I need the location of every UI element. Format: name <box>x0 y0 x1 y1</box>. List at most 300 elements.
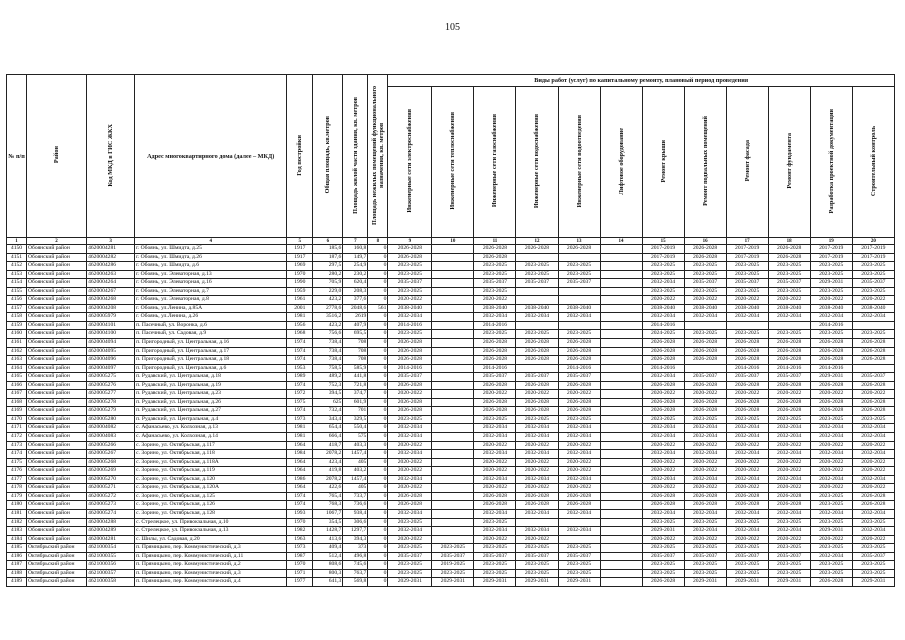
cell-work-8: 2023-2025 <box>684 518 726 527</box>
cell-work-11: 2023-2025 <box>810 561 852 570</box>
cell-work-11: 2026-2028 <box>810 381 852 390</box>
cell-year: 1959 <box>287 287 313 296</box>
column-number: 11 <box>474 238 516 245</box>
cell-work-8: 2026-2028 <box>684 381 726 390</box>
cell-work-3: 2026-2028 <box>474 381 516 390</box>
cell-work-7: 2023-2025 <box>642 518 684 527</box>
cell-work-1: 2014-2016 <box>388 364 432 373</box>
cell-row-num: 4169 <box>7 407 27 416</box>
cell-address: с. Стрелецкое, ул. Привокзальная, д.13 <box>135 527 287 536</box>
cell-work-8: 2026-2028 <box>684 492 726 501</box>
cell-work-11: 2032-2034 <box>810 313 852 322</box>
cell-row-num: 4188 <box>7 569 27 578</box>
cell-premises-area: 0 <box>368 561 388 570</box>
table-row <box>7 398 895 407</box>
cell-work-10: 2023-2025 <box>768 561 810 570</box>
cell-work-12: 2023-2025 <box>852 544 894 553</box>
cell-premises-area: 0 <box>368 381 388 390</box>
cell-row-num: 4175 <box>7 458 27 467</box>
cell-work-7: 2032-2034 <box>642 433 684 442</box>
cell-work-1: 2020-2022 <box>388 535 432 544</box>
cell-work-3: 2032-2034 <box>474 475 516 484</box>
cell-work-8: 2026-2028 <box>684 253 726 262</box>
cell-district: Обоянский район <box>27 270 87 279</box>
cell-work-10: 2032-2034 <box>768 527 810 536</box>
column-numbers-row <box>7 238 895 245</box>
cell-work-8: 2032-2034 <box>684 433 726 442</box>
cell-living-area: 306,6 <box>343 518 368 527</box>
cell-work-1: 2020-2022 <box>388 467 432 476</box>
cell-premises-area: 0 <box>368 509 388 518</box>
cell-total-area: 1428,7 <box>313 527 343 536</box>
cell-work-5: 2029-2031 <box>558 578 600 587</box>
cell-work-8: 2020-2022 <box>684 484 726 493</box>
cell-premises-area: 0 <box>368 245 388 254</box>
cell-gis-code: 4620004268 <box>87 296 135 305</box>
cell-work-8: 2032-2034 <box>684 509 726 518</box>
cell-work-12: 2026-2028 <box>852 492 894 501</box>
cell-gis-code: 4620004097 <box>87 364 135 373</box>
cell-work-4: 2026-2028 <box>516 407 558 416</box>
cell-work-1: 2026-2028 <box>388 347 432 356</box>
cell-work-4: 2020-2022 <box>516 484 558 493</box>
cell-district: Обоянский район <box>27 535 87 544</box>
cell-work-3: 2035-2037 <box>474 279 516 288</box>
cell-work-6 <box>600 270 642 279</box>
cell-work-7: 2023-2025 <box>642 561 684 570</box>
cell-year: 1986 <box>287 475 313 484</box>
cell-work-3: 2020-2022 <box>474 484 516 493</box>
cell-work-9: 2020-2022 <box>726 535 768 544</box>
cell-work-9: 2026-2028 <box>726 339 768 348</box>
cell-total-area: 2078,2 <box>313 475 343 484</box>
cell-total-area: 2778,6 <box>313 304 343 313</box>
cell-living-area: 407,9 <box>343 321 368 330</box>
cell-work-2 <box>432 339 474 348</box>
cell-work-6 <box>600 373 642 382</box>
cell-work-7: 2023-2025 <box>642 262 684 271</box>
cell-work-6 <box>600 347 642 356</box>
column-number: 4 <box>135 238 287 245</box>
cell-work-8: 2023-2025 <box>684 415 726 424</box>
cell-work-10: 2032-2034 <box>768 509 810 518</box>
cell-address: с. Зорино, ул. Октябрьская, д.118 <box>135 450 287 459</box>
cell-total-area: 641,3 <box>313 578 343 587</box>
cell-living-area: 496,8 <box>343 552 368 561</box>
cell-work-2 <box>432 253 474 262</box>
cell-premises-area: 0 <box>368 433 388 442</box>
cell-work-7: 2020-2022 <box>642 484 684 493</box>
cell-row-num: 4161 <box>7 339 27 348</box>
cell-work-6 <box>600 356 642 365</box>
cell-work-6 <box>600 364 642 373</box>
cell-work-12: 2032-2034 <box>852 475 894 484</box>
table-row <box>7 424 895 433</box>
table-row <box>7 561 895 570</box>
cell-gis-code: 4620004281 <box>87 535 135 544</box>
cell-work-2 <box>432 279 474 288</box>
cell-work-9: 2023-2025 <box>726 569 768 578</box>
cell-premises-area: 0 <box>368 569 388 578</box>
header-year: Год постройки <box>287 75 313 238</box>
cell-year: 1973 <box>287 544 313 553</box>
cell-work-9: 2020-2022 <box>726 390 768 399</box>
cell-work-9: 2035-2037 <box>726 552 768 561</box>
cell-work-8: 2035-2037 <box>684 279 726 288</box>
cell-premises-area: 0 <box>368 458 388 467</box>
header-work-12: Строительный контроль <box>852 87 894 238</box>
cell-gis-code: 4620005270 <box>87 475 135 484</box>
cell-work-4: 2023-2025 <box>516 270 558 279</box>
cell-total-area: 2078,2 <box>313 450 343 459</box>
cell-work-9: 2026-2028 <box>726 501 768 510</box>
cell-work-4: 2026-2028 <box>516 381 558 390</box>
cell-work-7: 2023-2025 <box>642 287 684 296</box>
cell-work-4: 2026-2028 <box>516 501 558 510</box>
cell-year: 1974 <box>287 381 313 390</box>
cell-work-7: 2023-2025 <box>642 544 684 553</box>
cell-work-9: 2035-2037 <box>726 279 768 288</box>
cell-work-2: 2035-2037 <box>432 552 474 561</box>
cell-work-9: 2017-2019 <box>726 253 768 262</box>
cell-row-num: 4173 <box>7 441 27 450</box>
cell-gis-code: 4620005277 <box>87 390 135 399</box>
cell-work-7: 2017-2019 <box>642 253 684 262</box>
cell-work-6 <box>600 518 642 527</box>
header-work-5: Инженерные сети водоотведения <box>558 87 600 238</box>
cell-address: п. Рудавский, ул. Центральная, д.18 <box>135 373 287 382</box>
cell-work-1: 2023-2025 <box>388 262 432 271</box>
cell-work-2 <box>432 415 474 424</box>
cell-gis-code: 4620004101 <box>87 321 135 330</box>
cell-work-10: 2020-2022 <box>768 467 810 476</box>
cell-work-11: 2023-2025 <box>810 262 852 271</box>
cell-work-3: 2026-2028 <box>474 245 516 254</box>
cell-work-5 <box>558 296 600 305</box>
cell-work-6 <box>600 501 642 510</box>
cell-work-7: 2017-2019 <box>642 245 684 254</box>
cell-work-11: 2020-2022 <box>810 390 852 399</box>
cell-work-11: 2023-2025 <box>810 544 852 553</box>
cell-year: 1984 <box>287 450 313 459</box>
cell-living-area: 701 <box>343 407 368 416</box>
cell-year: 1972 <box>287 390 313 399</box>
cell-work-7: 2026-2028 <box>642 398 684 407</box>
cell-work-7: 2014-2016 <box>642 321 684 330</box>
cell-year: 1970 <box>287 270 313 279</box>
cell-work-10: 2026-2028 <box>768 347 810 356</box>
cell-work-12: 2020-2022 <box>852 458 894 467</box>
cell-district: Обоянский район <box>27 527 87 536</box>
cell-year: 1974 <box>287 501 313 510</box>
cell-work-9: 2014-2016 <box>726 364 768 373</box>
cell-work-5: 2023-2025 <box>558 544 600 553</box>
cell-premises-area: 0 <box>368 415 388 424</box>
cell-premises-area: 0 <box>368 253 388 262</box>
cell-work-3: 2023-2025 <box>474 561 516 570</box>
cell-work-10: 2032-2034 <box>768 475 810 484</box>
table-row <box>7 321 895 330</box>
header-num: № п/п <box>7 75 27 238</box>
cell-work-3: 2032-2034 <box>474 433 516 442</box>
cell-work-11: 2023-2025 <box>810 569 852 578</box>
cell-work-11: 2023-2025 <box>810 492 852 501</box>
cell-total-area: 756,6 <box>313 330 343 339</box>
cell-address: с. Зорино, ул. Октябрьская, д.128 <box>135 509 287 518</box>
cell-year: 1975 <box>287 398 313 407</box>
cell-address: п. Пригородный, ул. Центральная, д.16 <box>135 339 287 348</box>
cell-work-8: 2026-2028 <box>684 347 726 356</box>
cell-total-area: 625 <box>313 398 343 407</box>
cell-work-12: 2035-2037 <box>852 373 894 382</box>
cell-work-3: 2035-2037 <box>474 552 516 561</box>
cell-premises-area: 0 <box>368 390 388 399</box>
cell-year: 1990 <box>287 279 313 288</box>
cell-district: Обоянский район <box>27 467 87 476</box>
cell-total-area: 758,5 <box>313 364 343 373</box>
cell-work-10: 2035-2037 <box>768 279 810 288</box>
cell-work-6 <box>600 398 642 407</box>
cell-work-10: 2020-2022 <box>768 458 810 467</box>
cell-row-num: 4165 <box>7 373 27 382</box>
cell-premises-area: 0 <box>368 484 388 493</box>
cell-work-7: 2020-2022 <box>642 390 684 399</box>
cell-gis-code: 4620005273 <box>87 501 135 510</box>
cell-district: Обоянский район <box>27 330 87 339</box>
cell-district: Обоянский район <box>27 450 87 459</box>
header-work-4: Инженерные сети водоснабжения <box>516 87 558 238</box>
table-row <box>7 347 895 356</box>
cell-total-area: 512,4 <box>313 552 343 561</box>
cell-work-2 <box>432 450 474 459</box>
cell-work-10: 2026-2028 <box>768 381 810 390</box>
cell-row-num: 4153 <box>7 270 27 279</box>
cell-work-1: 2020-2022 <box>388 390 432 399</box>
cell-work-3: 2023-2025 <box>474 330 516 339</box>
cell-work-12: 2026-2028 <box>852 407 894 416</box>
cell-work-5: 2026-2028 <box>558 245 600 254</box>
cell-living-area: 329,5 <box>343 415 368 424</box>
cell-district: Обоянский район <box>27 356 87 365</box>
cell-living-area: 1297,7 <box>343 527 368 536</box>
cell-work-6 <box>600 552 642 561</box>
cell-total-area: 1067,7 <box>313 509 343 518</box>
cell-row-num: 4174 <box>7 450 27 459</box>
cell-work-4: 2020-2022 <box>516 390 558 399</box>
cell-gis-code: 4620004208 <box>87 304 135 313</box>
cell-gis-code: 4620004267 <box>87 287 135 296</box>
cell-work-10: 2026-2028 <box>768 492 810 501</box>
cell-work-11: 2032-2034 <box>810 424 852 433</box>
cell-work-10: 2023-2025 <box>768 415 810 424</box>
cell-work-9: 2029-2031 <box>726 578 768 587</box>
cell-work-11: 2014-2016 <box>810 364 852 373</box>
column-number: 15 <box>642 238 684 245</box>
cell-work-7: 2024-2025 <box>642 330 684 339</box>
cell-premises-area: 0 <box>368 544 388 553</box>
cell-work-4: 2038-2040 <box>516 304 558 313</box>
cell-work-1: 2035-2037 <box>388 552 432 561</box>
cell-work-2 <box>432 356 474 365</box>
header-work-11: Разработка проектной документации <box>810 87 852 238</box>
cell-work-9: 2026-2028 <box>726 407 768 416</box>
cell-work-9: 2035-2037 <box>726 373 768 382</box>
cell-year: 1964 <box>287 458 313 467</box>
cell-premises-area: 0 <box>368 450 388 459</box>
cell-year: 1981 <box>287 424 313 433</box>
cell-work-3: 2026-2028 <box>474 407 516 416</box>
cell-gis-code: 4620005275 <box>87 373 135 382</box>
cell-premises-area: 0 <box>368 441 388 450</box>
cell-work-11: 2014-2016 <box>810 321 852 330</box>
cell-work-8 <box>684 321 726 330</box>
cell-work-4 <box>516 296 558 305</box>
cell-work-6 <box>600 321 642 330</box>
cell-work-1: 2032-2034 <box>388 433 432 442</box>
cell-work-5: 2032-2034 <box>558 509 600 518</box>
cell-work-5: 2020-2022 <box>558 484 600 493</box>
cell-work-7: 2026-2028 <box>642 356 684 365</box>
cell-work-8: 2026-2028 <box>684 501 726 510</box>
cell-work-4: 2026-2028 <box>516 356 558 365</box>
cell-total-area: 3516,2 <box>313 313 343 322</box>
column-number: 19 <box>810 238 852 245</box>
cell-work-6 <box>600 484 642 493</box>
cell-district: Обоянский район <box>27 279 87 288</box>
cell-row-num: 4177 <box>7 475 27 484</box>
cell-work-12: 2023-2025 <box>852 415 894 424</box>
cell-work-9: 2038-2040 <box>726 304 768 313</box>
cell-gis-code: 4620004286 <box>87 262 135 271</box>
cell-address: г. Обоянь, ул. Шмидта, д.25 <box>135 245 287 254</box>
cell-work-10: 2023-2025 <box>768 518 810 527</box>
cell-work-5: 2035-2037 <box>558 373 600 382</box>
cell-work-7: 2023-2025 <box>642 270 684 279</box>
cell-work-1: 2029-2031 <box>388 578 432 587</box>
cell-address: с. Афанасьево, ул. Колхозная, д.13 <box>135 424 287 433</box>
cell-year: 1964 <box>287 441 313 450</box>
cell-work-5: 2023-2025 <box>558 262 600 271</box>
cell-living-area: 745,6 <box>343 561 368 570</box>
column-number: 14 <box>600 238 642 245</box>
cell-work-2 <box>432 467 474 476</box>
cell-work-2 <box>432 381 474 390</box>
cell-work-3: 2032-2034 <box>474 313 516 322</box>
cell-work-7: 2023-2025 <box>642 415 684 424</box>
cell-row-num: 4184 <box>7 535 27 544</box>
cell-address: п. Прямицыно, пер. Коммунистический, д.3 <box>135 544 287 553</box>
cell-work-5 <box>558 518 600 527</box>
cell-work-4: 2032-2034 <box>516 313 558 322</box>
table-row <box>7 330 895 339</box>
cell-district: Обоянский район <box>27 475 87 484</box>
cell-living-area: 550,4 <box>343 424 368 433</box>
cell-row-num: 4163 <box>7 356 27 365</box>
cell-work-6 <box>600 492 642 501</box>
cell-work-3: 2026-2028 <box>474 492 516 501</box>
cell-living-area: 763,7 <box>343 569 368 578</box>
cell-work-5 <box>558 253 600 262</box>
cell-work-3: 2020-2022 <box>474 467 516 476</box>
cell-work-12: 2023-2025 <box>852 569 894 578</box>
cell-work-11: 2026-2028 <box>810 356 852 365</box>
table-row <box>7 304 895 313</box>
cell-work-12: 2023-2025 <box>852 518 894 527</box>
cell-premises-area: 0 <box>368 279 388 288</box>
table-row <box>7 518 895 527</box>
cell-address: п. Прямицыно, пер. Коммунистический, д.3 <box>135 569 287 578</box>
cell-work-1: 2026-2028 <box>388 492 432 501</box>
header-address: Адрес многоквартирного дома (далее – МКД) <box>135 75 287 238</box>
cell-work-12: 2035-2037 <box>852 279 894 288</box>
cell-work-7: 2032-2034 <box>642 279 684 288</box>
cell-work-6 <box>600 262 642 271</box>
cell-work-1: 2020-2022 <box>388 441 432 450</box>
cell-premises-area: 0 <box>368 398 388 407</box>
cell-work-4: 2035-2037 <box>516 552 558 561</box>
cell-district: Обоянский район <box>27 518 87 527</box>
cell-work-5 <box>558 287 600 296</box>
cell-year: 1970 <box>287 518 313 527</box>
cell-gis-code: 4620005269 <box>87 467 135 476</box>
cell-work-10: 2026-2028 <box>768 501 810 510</box>
cell-premises-area: 0 <box>368 296 388 305</box>
cell-total-area: 187,6 <box>313 253 343 262</box>
cell-work-4: 2032-2034 <box>516 424 558 433</box>
cell-work-6 <box>600 527 642 536</box>
cell-row-num: 4179 <box>7 492 27 501</box>
cell-work-6 <box>600 245 642 254</box>
cell-year: 1956 <box>287 321 313 330</box>
cell-work-10: 2023-2025 <box>768 544 810 553</box>
cell-living-area: 708 <box>343 339 368 348</box>
cell-row-num: 4164 <box>7 364 27 373</box>
cell-district: Октябрьский район <box>27 552 87 561</box>
cell-year: 1974 <box>287 356 313 365</box>
cell-work-10: 2020-2022 <box>768 441 810 450</box>
cell-district: Обоянский район <box>27 484 87 493</box>
cell-work-1: 2032-2034 <box>388 313 432 322</box>
cell-work-12: 2020-2022 <box>852 441 894 450</box>
cell-work-11: 2017-2019 <box>810 253 852 262</box>
cell-work-7: 2032-2034 <box>642 313 684 322</box>
table-row <box>7 509 895 518</box>
cell-work-7: 2035-2037 <box>642 552 684 561</box>
cell-address: с. Афанасьево, ул. Колхозная, д.14 <box>135 433 287 442</box>
column-number: 2 <box>27 238 87 245</box>
cell-work-2 <box>432 245 474 254</box>
cell-work-6 <box>600 450 642 459</box>
cell-row-num: 4172 <box>7 433 27 442</box>
cell-work-12: 2032-2034 <box>852 313 894 322</box>
cell-district: Обоянский район <box>27 441 87 450</box>
cell-work-3: 2014-2016 <box>474 321 516 330</box>
cell-work-9: 2026-2028 <box>726 492 768 501</box>
cell-work-2 <box>432 364 474 373</box>
cell-address: п. Пригородный, ул. Центральная, д.17 <box>135 347 287 356</box>
cell-year: 1981 <box>287 433 313 442</box>
cell-work-10: 2023-2025 <box>768 270 810 279</box>
cell-work-6 <box>600 339 642 348</box>
cell-year: 1917 <box>287 245 313 254</box>
cell-work-9: 2023-2025 <box>726 561 768 570</box>
cell-work-11: 2023-2025 <box>810 330 852 339</box>
cell-living-area: 708 <box>343 356 368 365</box>
column-number: 13 <box>558 238 600 245</box>
cell-living-area: 695,5 <box>343 330 368 339</box>
cell-work-5: 2026-2028 <box>558 356 600 365</box>
cell-total-area: 738,4 <box>313 347 343 356</box>
